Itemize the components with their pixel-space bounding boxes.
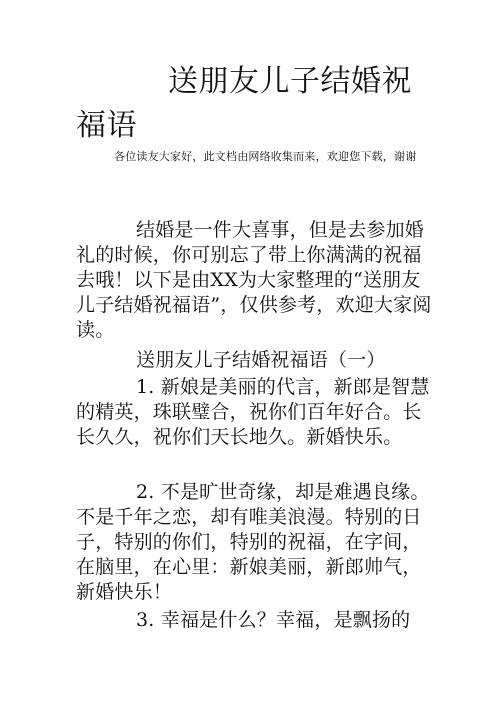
download-notice: 各位读友大家好，此文档由网络收集而来，欢迎您下载，谢谢 <box>114 150 417 163</box>
blessing-item-3: 3. 幸福是什么？幸福，是飘扬的 <box>136 609 411 631</box>
blessing-item-2: 2. 不是旷世奇缘，却是难遇良缘。不是千年之恋，却有唯美浪漫。特别的日子，特别的你们，特别的祝福，在字间，在脑里，在心里：新娘美丽，新郎帅气，新婚快乐！ <box>76 481 430 603</box>
blessing-item-1: 1. 新娘是美丽的代言，新郎是智慧的精英，珠联璧合，祝你们百年好合。长长久久，祝你们天长地久。新婚快乐。 <box>76 376 430 448</box>
intro-paragraph: 结婚是一件大喜事，但是去参加婚礼的时候，你可别忘了带上你满满的祝福去哦！以下是由XX为大家整理的“送朋友儿子结婚祝福语”，仅供参考，欢迎大家阅读。 <box>76 219 432 341</box>
section-heading: 送朋友儿子结婚祝福语（一） <box>136 349 386 371</box>
document-title: 送朋友儿子结婚祝福语 <box>76 64 412 143</box>
